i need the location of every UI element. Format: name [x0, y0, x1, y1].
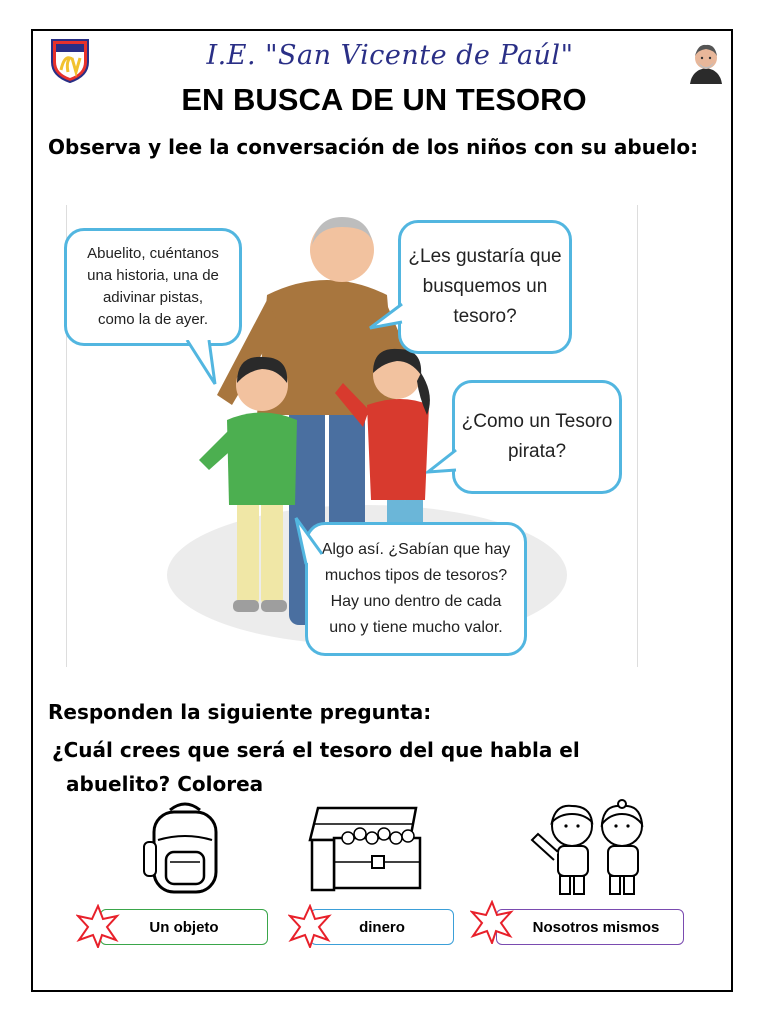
speech-tail-grandfather-2: [292, 514, 326, 566]
question-line-1: ¿Cuál crees que será el tesoro del que habla el: [52, 738, 580, 762]
speech-tail-boy: [185, 340, 225, 386]
question-heading: Responden la siguiente pregunta:: [48, 700, 432, 724]
star-icon[interactable]: [470, 900, 514, 944]
speech-tail-girl: [426, 448, 458, 480]
speech-bubble-boy: Abuelito, cuéntanos una historia, una de adivinar pistas, como la de ayer.: [64, 228, 242, 346]
school-shield-logo: [48, 36, 92, 84]
option-dinero[interactable]: dinero: [310, 909, 454, 945]
question-text: [52, 733, 712, 801]
children-picture[interactable]: [524, 798, 666, 900]
option-nosotros-mismos[interactable]: Nosotros mismos: [496, 909, 684, 945]
instruction-text: Observa y lee la conversación de los niños con su abuelo:: [48, 135, 699, 159]
question-line-2: abuelito? Colorea: [66, 772, 264, 796]
speech-bubble-grandfather-1: ¿Les gustaría que busquemos un tesoro?: [398, 220, 572, 354]
treasure-chest-picture[interactable]: [300, 800, 434, 898]
saint-portrait: [686, 40, 726, 84]
school-name: I.E. "San Vicente de Paúl": [206, 40, 574, 71]
page-title: EN BUSCA DE UN TESORO: [181, 82, 587, 117]
star-icon[interactable]: [76, 904, 120, 948]
speech-bubble-grandfather-2: Algo así. ¿Sabían que hay muchos tipos de tesoros? Hay uno dentro de cada uno y tiene mucho valor.: [305, 522, 527, 656]
speech-tail-grandfather-1: [368, 300, 404, 332]
star-icon[interactable]: [288, 904, 332, 948]
backpack-picture[interactable]: [140, 800, 230, 900]
option-un-objeto[interactable]: Un objeto: [100, 909, 268, 945]
speech-bubble-girl: ¿Como un Tesoro pirata?: [452, 380, 622, 494]
